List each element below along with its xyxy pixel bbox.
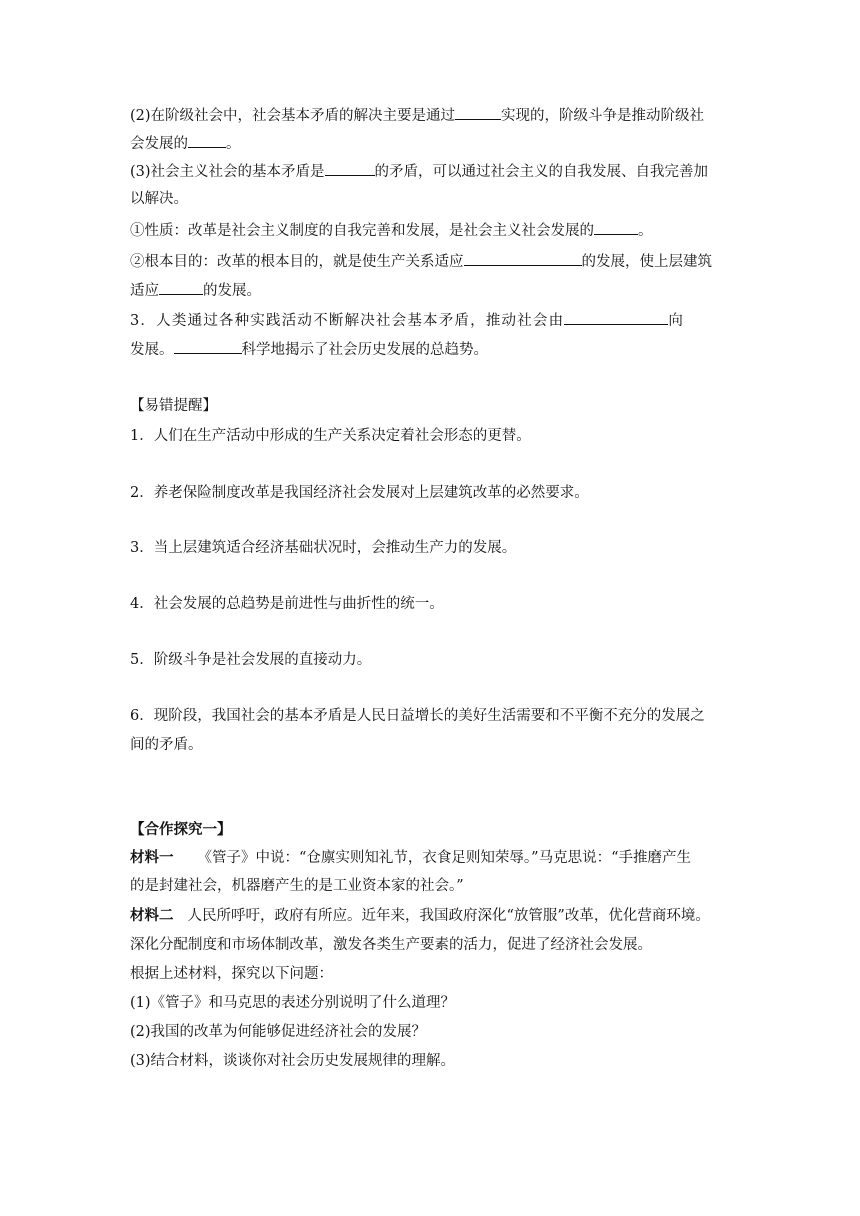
point-3-line-1 (130, 310, 750, 331)
item-3-text-b: 的矛盾，可以通过社会主义的自我发展、自我完善加 (374, 164, 709, 180)
inquiry-question: (2)我国的改革为何能够促进经济社会的发展？ (130, 1024, 427, 1040)
fill-blank (455, 105, 501, 120)
mistake-item: 2．养老保险制度改革是我国经济社会发展对上层建筑改革的必然要求。 (130, 485, 589, 501)
item-3-text-a: (3)社会主义社会的基本矛盾是 (130, 164, 325, 180)
nature-text: ①性质：改革是社会主义制度的自我完善和发展，是社会主义社会发展的 (130, 223, 594, 239)
item-2-text-d: 。 (226, 136, 241, 152)
item-3-line-1 (130, 161, 750, 182)
mistake-item: 5．阶级斗争是社会发展的直接动力。 (130, 652, 372, 668)
point-3-text-d: 科学地揭示了社会历史发展的总趋势。 (241, 342, 488, 358)
material-2-line-1 (130, 906, 750, 926)
fill-blank (325, 161, 375, 176)
mistake-item-continued: 间的矛盾。 (130, 737, 203, 753)
fill-blank (594, 220, 638, 235)
mistake-item: 1．人们在生产活动中形成的生产关系决定着社会形态的更替。 (130, 428, 531, 444)
item-3-text-c: 以解决。 (130, 191, 188, 207)
mistakes-heading: 【易错提醒】 (130, 398, 217, 414)
fill-blank (174, 339, 242, 354)
material-1-label: 材料一 (130, 849, 174, 866)
goal-text-b: 的发展，使上层建筑 (581, 254, 712, 270)
goal-text-a: ②根本目的：改革的根本目的，就是使生产关系适应 (130, 254, 464, 270)
material-2-text: 人民所呼吁，政府有所应。近年来，我国政府深化“放管服”改革，优化营商环境。 (187, 908, 710, 924)
point-3-line-2 (130, 339, 750, 360)
material-2-label: 材料二 (130, 907, 174, 924)
item-2-line-2 (130, 133, 750, 154)
goal-text-c: 适应 (130, 283, 159, 299)
goal-text-d: 的发展。 (203, 283, 261, 299)
nature-line (130, 220, 750, 241)
item-2-line-1 (130, 105, 750, 126)
mistake-item: 3．当上层建筑适合经济基础状况时，会推动生产力的发展。 (130, 540, 517, 556)
point-3-text-b: 向 (668, 313, 685, 329)
mistake-item: 6．现阶段，我国社会的基本矛盾是人民日益增长的美好生活需要和不平衡不充分的发展之 (130, 708, 705, 724)
fill-blank (188, 133, 226, 148)
mistake-item: 4．社会发展的总趋势是前进性与曲折性的统一。 (130, 596, 444, 612)
nature-text-end: 。 (638, 223, 653, 239)
material-1-line-2: 的是封建社会，机器磨产生的是工业资本家的社会。” (130, 878, 464, 894)
item-2-text-c: 会发展的 (130, 136, 188, 152)
goal-line-2 (130, 280, 750, 301)
material-2-line-2: 深化分配制度和市场体制改革，激发各类生产要素的活力，促进了经济社会发展。 (130, 937, 652, 953)
item-2-text-a: (2)在阶级社会中，社会基本矛盾的解决主要是通过 (130, 108, 456, 124)
goal-line-1 (130, 251, 750, 272)
fill-blank (564, 310, 668, 325)
material-1-line-1 (130, 848, 750, 868)
item-2-text-b: 实现的，阶级斗争是推动阶级社 (501, 108, 705, 124)
material-1-text: 《管子》中说：“仓廪实则知礼节，衣食足则知荣辱。”马克思说：“手推磨产生 (197, 850, 691, 866)
point-3-text-c: 发展。 (130, 342, 174, 358)
inquiry-heading: 【合作探究一】 (130, 821, 232, 838)
fill-blank (159, 280, 203, 295)
inquiry-prompt: 根据上述材料，探究以下问题： (130, 966, 333, 982)
fill-blank (464, 251, 582, 266)
point-3-text-a: 3．人类通过各种实践活动不断解决社会基本矛盾，推动社会由 (130, 313, 565, 329)
inquiry-question: (3)结合材料，谈谈你对社会历史发展规律的理解。 (130, 1053, 456, 1069)
inquiry-question: (1)《管子》和马克思的表述分别说明了什么道理？ (130, 995, 456, 1011)
item-3-line-2 (130, 189, 750, 209)
